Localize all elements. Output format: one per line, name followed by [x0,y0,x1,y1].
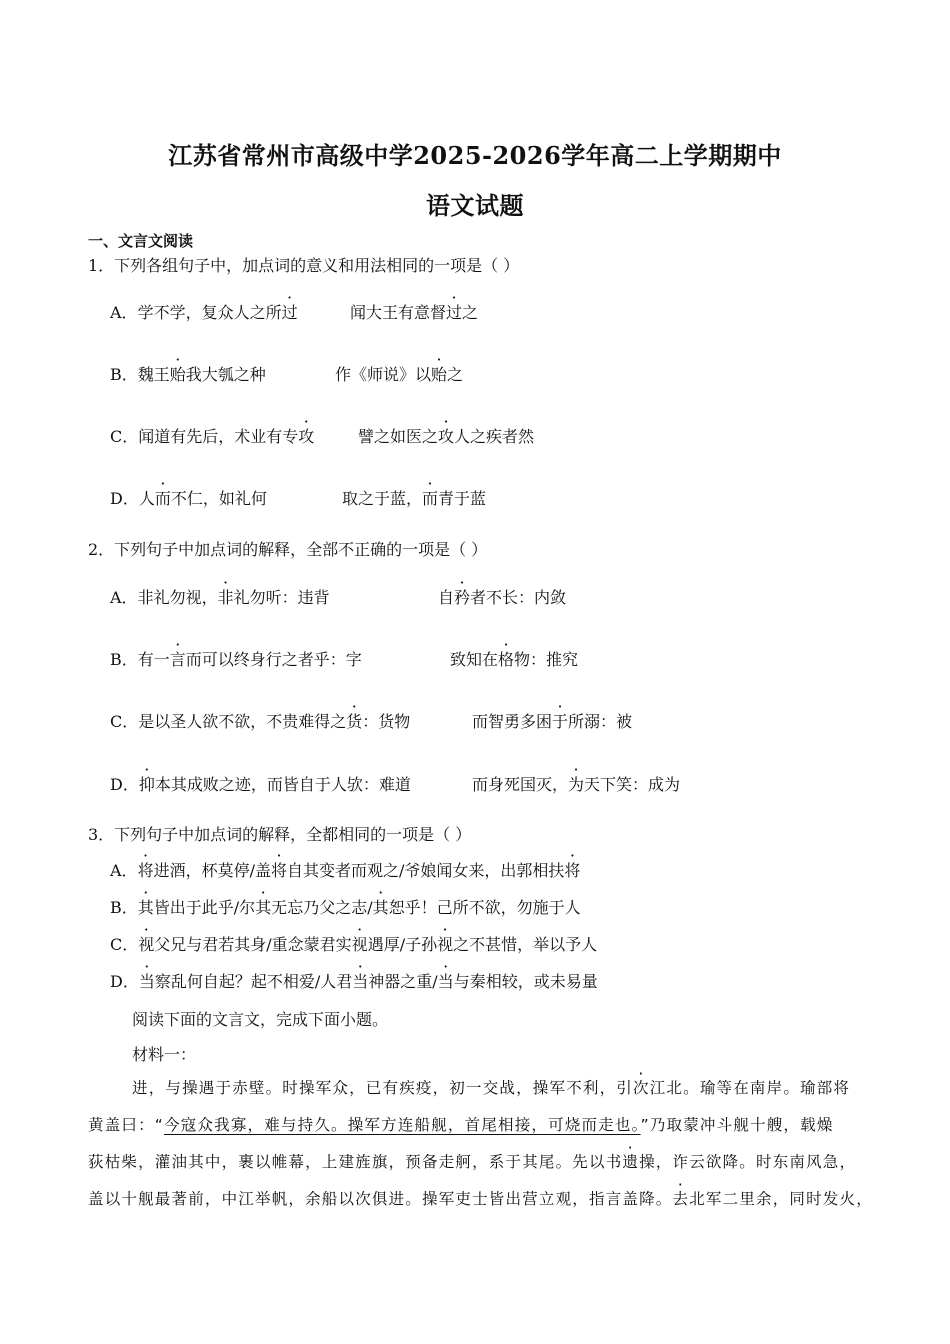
dotted-char: 当 [138,972,155,991]
option-text: 不仁，如礼何 [170,489,267,508]
underlined-sentence: 今寇众我寡，难与持久。操军方连船舰，首尾相接，可烧而走也。 [164,1116,641,1134]
option-text: 无忘乃父之志/ [271,898,373,917]
q3-stem: 3．下列句子中加点词的解释，全都相同的一项是（ ） [88,825,472,844]
q3-option-b [110,895,581,918]
option-text: 是以圣人欲不欲，不贵难得之 [138,712,347,731]
dotted-char: 为 [568,775,585,794]
option-text: 父兄与君若其身/重念蒙君实 [154,935,352,954]
dotted-char: 贻 [431,365,448,384]
q1-option-a [110,300,479,323]
option-text: 本其成败之迹，而皆自于人欤：难道 [154,775,411,794]
option-label: D． [110,775,139,794]
dotted-char: 其 [137,898,154,917]
option-text: 进酒，杯莫停/盖 [153,861,271,880]
passage-text: 江北。瑜等在南岸。瑜部将 [649,1079,851,1097]
option-label: C． [110,427,139,446]
option-second-sentence [472,709,632,732]
option-second-sentence [358,424,534,447]
option-second-sentence [350,300,478,323]
option-text: 而身死国灭， [472,775,569,794]
dotted-char: 视 [351,935,368,954]
option-text: 学不学，复众人之所 [137,303,282,322]
option-text: 作《师说》以 [335,365,432,384]
dotted-char: 将 [137,861,154,880]
dotted-char: 格 [498,650,515,669]
material-label: 材料一： [132,1045,197,1064]
option-label: A． [110,588,138,607]
dotted-char: 攻 [438,427,455,446]
option-text: 恕乎！己所不欲，勿施于人 [388,898,581,917]
option-text: 与秦相较，或未易量 [453,972,598,991]
option-text: 天下笑：成为 [584,775,681,794]
q1-option-c [110,424,535,447]
passage-line-3 [88,1150,868,1172]
option-text: 遇厚/子孙 [367,935,438,954]
option-label: D． [110,972,139,991]
dotted-char: 视 [138,935,155,954]
option-label: B． [110,650,138,669]
title-line-2: 语文试题 [426,191,524,220]
option-second-sentence [342,486,486,509]
dotted-char: 于 [552,712,569,731]
option-text: 察乱何自起？起不相爱/人君 [154,972,353,991]
reading-instruction: 阅读下面的文言文，完成下面小题。 [132,1010,389,1029]
option-second-sentence [335,362,463,385]
option-text: 我大瓠之种 [185,365,266,384]
passage-line-4 [88,1187,873,1209]
dotted-char: 货 [346,712,363,731]
q3-option-a [110,858,580,881]
passage-line-2 [88,1113,868,1135]
option-text: 神器之重/ [368,972,438,991]
option-text: 皆出于此乎/尔 [153,898,256,917]
dotted-char: 过 [446,303,463,322]
option-text: 青于蓝 [438,489,487,508]
q1-stem: 1．下列各组句子中，加点词的意义和用法相同的一项是（ ） [88,256,520,275]
option-text: 有一 [137,650,170,669]
option-text: 魏王 [137,365,170,384]
dotted-char: 去 [672,1190,690,1208]
option-text: 礼勿听：违背 [233,588,330,607]
option-text: 非礼勿视， [137,588,218,607]
dotted-char: 将 [270,861,287,880]
option-label: B． [110,365,138,384]
option-text: 闻道有先后，术业有专 [138,427,299,446]
dotted-char: 而 [422,489,439,508]
option-second-sentence [450,647,578,670]
option-label: C． [110,935,139,954]
q2-stem: 2．下列句子中加点词的解释，全部不正确的一项是（ ） [88,540,488,559]
passage-text: 黄盖曰：“ [88,1116,165,1134]
option-text: ：货物 [362,712,411,731]
dotted-char: 抑 [138,775,155,794]
dotted-char: 当 [352,972,369,991]
option-text: 而智勇多困 [472,712,553,731]
title-line-1: 江苏省常州市高级中学2025-2026学年高二上学期期中 [168,141,782,170]
dotted-char: 而 [154,489,171,508]
option-text: 者不长：内敛 [470,588,567,607]
q2-option-c [110,709,633,732]
option-text: 人之疾者然 [454,427,535,446]
q2-option-b [110,647,579,670]
passage-text: 盖以十舰最著前，中江举帆，余船以次俱进。操军吏士皆出营立观，指言盖降。 [88,1190,673,1208]
dotted-char: 非 [217,588,234,607]
passage-text: 进，与操遇于赤壁。时操军众，已有疾疫，初一交战，操军不利，引 [132,1079,634,1097]
q1-option-d [110,486,487,509]
option-second-sentence [438,585,566,608]
passage-text: 北军二里余，同时发火， [689,1190,873,1208]
dotted-char: 视 [437,935,454,954]
option-text: 之不甚惜，举以予人 [453,935,598,954]
dotted-char: 当 [437,972,454,991]
passage-text: 操，诈云欲降。时东南风急， [639,1153,857,1171]
option-label: D． [110,489,139,508]
option-text: 人 [138,489,155,508]
dotted-char: 言 [169,650,186,669]
option-text: 而可以终身行之者乎：字 [185,650,362,669]
passage-line-1 [132,1076,912,1098]
option-text: 致知在 [450,650,499,669]
dotted-char: 遗 [622,1153,640,1171]
q1-option-b [110,362,464,385]
q2-option-a [110,585,567,608]
option-text: 物：推究 [514,650,579,669]
passage-text: 荻枯柴，灌油其中，裹以帷幕，上建旌旗，预备走舸，系于其尾。先以书 [88,1153,623,1171]
option-second-sentence [472,772,680,795]
option-text: 取之于蓝， [342,489,423,508]
option-text: 闻大王有意督 [350,303,447,322]
dotted-char: 次 [633,1079,650,1097]
passage-text: ”乃取蒙冲斗舰十艘，载燥 [640,1116,834,1134]
q2-option-d [110,772,681,795]
dotted-char: 矜 [454,588,471,607]
option-label: A． [110,861,138,880]
dotted-char: 贻 [169,365,186,384]
dotted-char: 其 [255,898,272,917]
option-text: 自 [438,588,455,607]
option-label: B． [110,898,138,917]
option-text: 譬之如医之 [358,427,439,446]
dotted-char: 将 [564,861,581,880]
dotted-char: 过 [281,303,298,322]
option-text: 之 [447,365,464,384]
section-heading: 一、文言文阅读 [88,232,194,250]
q3-option-c [110,932,597,955]
option-label: C． [110,712,139,731]
option-text: 之 [462,303,479,322]
option-text: 自其变者而观之/爷娘闻女来，出郭相扶 [287,861,565,880]
dotted-char: 其 [372,898,389,917]
q3-option-d [110,969,598,992]
option-text: 所溺：被 [568,712,633,731]
option-label: A． [110,303,138,322]
dotted-char: 攻 [298,427,315,446]
